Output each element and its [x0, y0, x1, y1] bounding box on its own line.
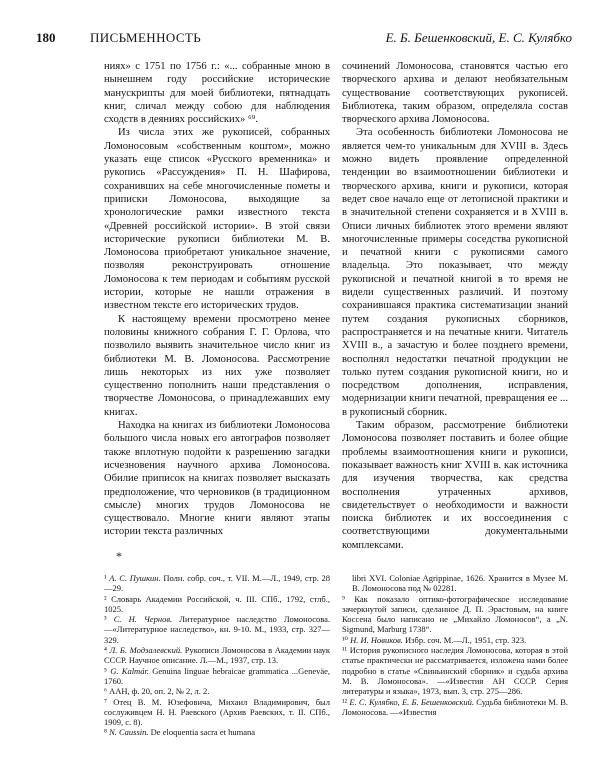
footnote-text: Словарь Академии Российской, ч. III. СПб., 1792, стлб., 1025. — [104, 593, 330, 614]
body-column-left — [104, 60, 330, 539]
footnote-text: История рукописного наследия Ломоносова, которая в этой статье практически не рассматривается, изложена нами более подробно в статье «Свиньинский сборник» и судьба архива М. В. Ломоносова». —«Известия АН СССР. Серия литературы и языка», 1973, вып. 3, стр. 275—286. — [342, 645, 568, 697]
footnote-text: Отец В. М. Юзефовича, Михаил Владимирович, был сослуживцем Н. Н. Раевского (Архив Раевских, т. II. СПб., 1909, с. 8). — [104, 696, 331, 728]
paragraph: Эта особенность библиотеки Ломоносова не является чем-то уникальным для XVIII в. Здесь можно видеть проявление определенной тенденции во взаимоотношении библиотеки и творческого архива, книги и рукописи, которая ведет свое начало еще от летописной практики и в значительной степени сохраняется и в XVIII в. Описи личных библиотек этого времени являют многочисленные примеры соседства рукописной и печатной книги с рукописями самого владельца. Это показывает, что между рукописной и печатной книгой в то время не видели существенных различий. И поэтому сохранившаяся практика систематизации знаний путем создания рукописных сборников, распространяется и на печатные книги. Читатель XVIII в., а зачастую и более позднего времени, восполнял недостатки печатной продукции не только путем создания рукописной книги, но и посредством дополнения, исправления, модернизации книги печатной, превращения ее ... в рукописный сборник. — [342, 127, 568, 418]
footnote — [342, 594, 568, 635]
paragraph: К настоящему времени просмотрено менее половины книжного собрания Г. Г. Орлова, что позволило выявить значительное число книг из библиотеки М. В. Ломоносова. Рассмотрение лишь некоторых из них уже позволяет существенно пополнить наши представления о творчестве Ломоносова, о принадлежавших ему книгах. — [104, 313, 330, 418]
footnote — [104, 686, 330, 696]
footnote-text: Рукописи Ломоносова в Академии наук СССР. Научное описание. Л.—М., 1937, стр. 13. — [104, 645, 331, 666]
footnote-author: G. Kalmár. — [110, 665, 149, 676]
footnote-number: ¹¹ — [342, 645, 348, 656]
page-number: 180 — [36, 30, 56, 45]
paragraph: Таким образом, рассмотрение библиотеки Ломоносова позволяет поставить и более общие проблемы взаимоотношения книги и рукописи, показывает важность книг XVIII в. как источника для изучения творчества, как средства восполнения утраченных архивов, свидетельствует о необходимости и важности поиска библиотек и их воссоединения с соответствующими документальными комплексами. — [342, 420, 568, 551]
section-title: ПИСЬМЕННОСТЬ — [90, 30, 202, 45]
footnote — [104, 614, 330, 645]
footnote-number: ¹ — [104, 573, 107, 583]
footnote-number: ¹² — [342, 696, 348, 707]
footnote-text: Полн. собр. соч., т. VII. М.—Л., 1949, стр. 28—29. — [104, 573, 331, 594]
footnote-author: Л. Б. Модзалевский. — [109, 645, 183, 656]
running-header — [36, 30, 572, 48]
footnote — [342, 645, 568, 696]
footnote — [104, 666, 330, 687]
footnote — [342, 697, 568, 718]
footnote-author: Е. С. Кулябко, Е. Б. Бешенковский. — [349, 696, 474, 707]
footnote — [104, 573, 330, 594]
footnote-number: ⁶ — [104, 686, 107, 697]
footnote-text: Genuina linguae hebraicae grammatica ...Geneväe, 1760. — [104, 665, 331, 686]
footnote-number: ¹⁰ — [342, 634, 348, 645]
footnotes-right — [342, 573, 568, 717]
footnotes-left — [104, 573, 330, 738]
footnote-number: ⁴ — [104, 645, 107, 656]
footnote — [104, 645, 330, 666]
footnote — [342, 635, 568, 645]
footnote-number: ² — [104, 593, 107, 604]
footnote-continuation — [342, 573, 568, 594]
footnote-text: ААН, ф. 20, оп. 2, № 2, л. 2. — [109, 686, 210, 697]
footnote-text: De eloquentia sacra et humana — [150, 727, 255, 738]
footnote-number: ³ — [104, 614, 107, 625]
footnote-author: А. С. Пушкин. — [109, 573, 161, 583]
paragraph: сочинений Ломоносова, становятся частью его творческого архива и делают необязательным существование соответствующих рукописей. Библиотека, таким образом, определяла состав творческого архива Ломоносова. — [342, 61, 568, 126]
footnote-text: libri XVI. Coloniae Agrippinae, 1626. Хранится в Музее М. В. Ломоносова под № 02281. — [352, 573, 568, 594]
section-separator: * — [116, 549, 122, 563]
body-column-right — [342, 60, 568, 552]
paragraph: ниях» с 1751 по 1756 г.: «... собранные мною в нынешнем году российские исторические манускрипты для моей библиотеки, пятнадцать книг, сличал между собою для наблюдения сходств в деяниях российских» ⁶⁹. — [104, 61, 330, 126]
running-authors: Е. Б. Бешенковский, Е. С. Кулябко — [385, 30, 572, 45]
paragraph: Из числа этих же рукописей, собранных Ломоносовым «собственным коштом», можно указать еще список «Русского временника» и рукопись «Рассуждения» П. Н. Шафирова, сохранивших на себе многочисленные пометы и приписки Ломоносова, выходящие за хронологические рамки известного текста «Древней российской истории». В этой связи исторические рукописи библиотеки М. В. Ломоносова приобретают уникальное значение, позволяя реконструировать отношение Ломоносова к тем периодам и событиям русской истории, которые не нашли отражения в известном тексте его исторических трудов. — [104, 127, 330, 312]
footnote-text: Литературное наследство Ломоносова. —«Литературное наследство», кн. 9-10. М., 1933, стр. 327—329. — [104, 614, 331, 645]
footnote-text: Избр. соч. М.—Л., 1951, стр. 323. — [405, 634, 527, 645]
footnote — [104, 594, 330, 615]
footnote-number: ⁸ — [104, 727, 107, 738]
footnote — [104, 727, 330, 737]
footnote-number: ⁹ — [342, 593, 345, 604]
footnote-author: Н. И. Новиков. — [350, 634, 403, 645]
footnote-number: ⁷ — [104, 696, 107, 707]
footnote-text: Судьба библиотеки М. В. Ломоносова. —«Известия — [342, 696, 568, 717]
footnote-number: ⁵ — [104, 665, 107, 676]
footnote-author: N. Caussin. — [109, 727, 149, 738]
footnote-author: С. Н. Чернов. — [113, 614, 173, 625]
paragraph: Находка на книгах из библиотеки Ломоносова большого числа новых его автографов позволяет также вплотную подойти к разрешению загадки исчезновения научного архива Ломоносова. Обилие приписок на книгах позволяет высказать предположение, что черновиков (в традиционном смысле) многих трудов Ломоносова не существовало. Многие книги являют этапы истории текста различных — [104, 420, 330, 538]
footnote — [104, 697, 330, 728]
footnote-text: Как показало оптико-фотографическое исследование зачеркнутой записи, сделанное Д. П. Эрастовым, на книге Коссена было написано не „Михайло Ломоносов“, а „N. Sigmund, Marburg 1738“. — [342, 593, 568, 635]
